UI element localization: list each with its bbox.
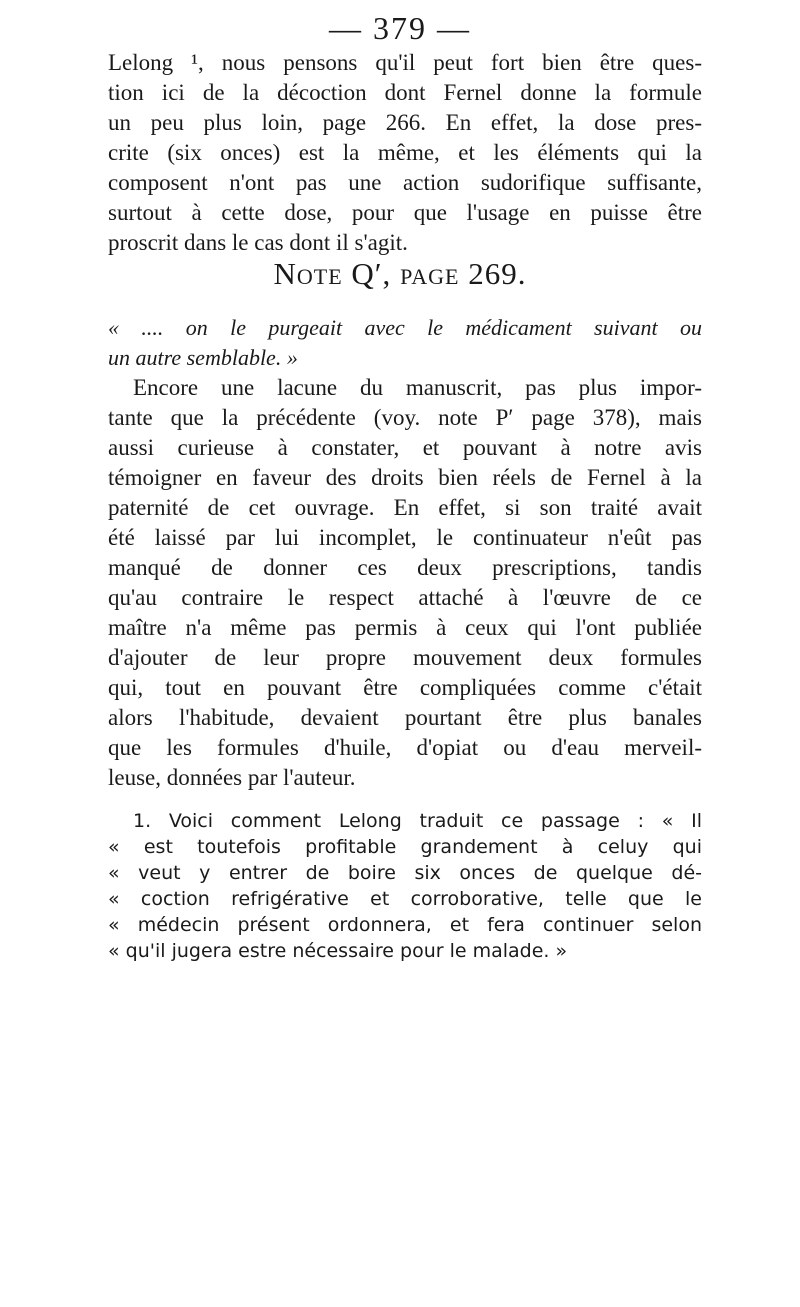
note-heading-page-label: PAGE (400, 264, 460, 289)
body-line: qui, tout en pouvant être compliquées comme c'était (108, 675, 702, 700)
quote-line: un autre semblable. » (108, 345, 298, 370)
note-heading-initial: N (273, 256, 297, 291)
footnote-line: « veut y entrer de boire six onces de quelque dé- (108, 862, 702, 884)
body-line: leuse, données par l'auteur. (108, 765, 356, 790)
body-line: d'ajouter de leur propre mouvement deux formules (108, 645, 702, 670)
footnote-line: 1. Voici comment Lelong traduit ce passage : « Il (133, 810, 702, 832)
body-line: maître n'a même pas permis à ceux qui l'ont publiée (108, 615, 702, 640)
body-line: que les formules d'huile, d'opiat ou d'eau merveil- (108, 735, 702, 760)
intro-line: un peu plus loin, page 266. En effet, la dose pres- (108, 110, 702, 135)
footnote-line: « coction refrigérative et corroborative, telle que le (108, 888, 702, 910)
note-heading-small: OTE (296, 264, 343, 289)
body-line: tante que la précédente (voy. note P′ page 378), mais (108, 405, 702, 430)
body-line: paternité de cet ouvrage. En effet, si son traité avait (108, 495, 702, 520)
footnote-line: « qu'il jugera estre nécessaire pour le malade. » (108, 940, 568, 962)
page-number: — 379 — (329, 10, 471, 46)
footnote-line: « est toutefois profitable grandement à celuy qui (108, 836, 702, 858)
intro-line: crite (six onces) est la même, et les éléments qui la (108, 140, 702, 165)
quote-line: « .... on le purgeait avec le médicament suivant ou (108, 315, 702, 340)
intro-line: Lelong ¹, nous pensons qu'il peut fort bien être ques- (108, 50, 702, 75)
body-line: qu'au contraire le respect attaché à l'œuvre de ce (108, 585, 702, 610)
body-line: alors l'habitude, devaient pourtant être plus banales (108, 705, 702, 730)
body-line: Encore une lacune du manuscrit, pas plus impor- (133, 375, 702, 400)
intro-line: tion ici de la décoction dont Fernel donne la formule (108, 80, 702, 105)
intro-line: surtout à cette dose, pour que l'usage en puisse être (108, 200, 702, 225)
body-line: été laissé par lui incomplet, le continuateur n'eût pas (108, 525, 702, 550)
note-heading (0, 256, 800, 292)
note-heading-letter: Q′, (351, 256, 392, 291)
footnote-line: « médecin présent ordonnera, et fera continuer selon (108, 914, 702, 936)
body-line: témoigner en faveur des droits bien réels de Fernel à la (108, 465, 702, 490)
intro-line: proscrit dans le cas dont il s'agit. (108, 230, 408, 255)
intro-line: composent n'ont pas une action sudorifique suffisante, (108, 170, 702, 195)
body-line: aussi curieuse à constater, et pouvant à notre avis (108, 435, 702, 460)
body-line: manqué de donner ces deux prescriptions, tandis (108, 555, 702, 580)
note-heading-page-number: 269. (468, 256, 527, 291)
